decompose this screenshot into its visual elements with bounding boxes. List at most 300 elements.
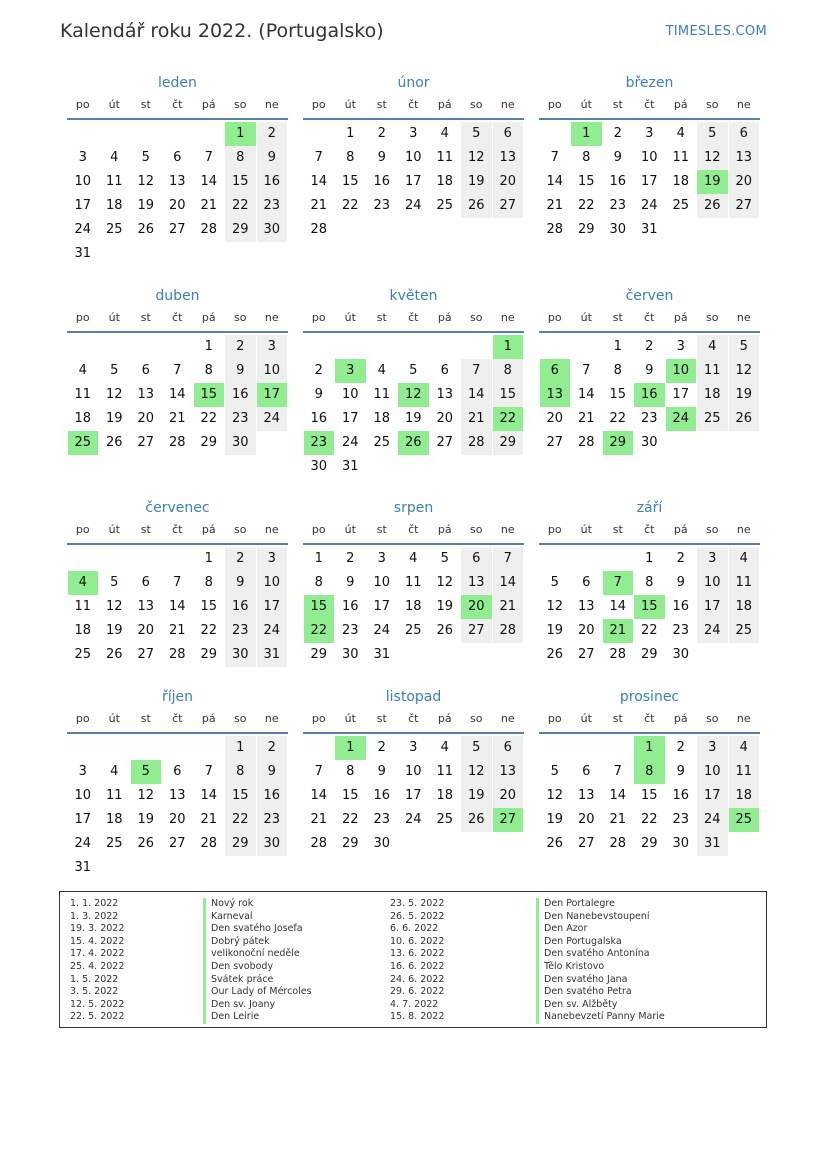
day-cell: 30	[225, 643, 256, 667]
day-cell: 28	[200, 836, 218, 851]
weekday-header	[303, 521, 524, 545]
weekday-label: so	[470, 311, 483, 324]
day-cell: 5	[110, 575, 119, 590]
day-cell: 28	[310, 222, 328, 237]
weekday-header	[303, 96, 524, 120]
weekday-label: čt	[644, 712, 655, 725]
weekday-label: po	[547, 98, 562, 111]
day-cell: 28	[609, 836, 627, 851]
day-cell: 27	[461, 619, 492, 643]
day-grid	[539, 736, 760, 856]
day-cell: 20	[729, 170, 760, 194]
day-cell: 25	[436, 812, 454, 827]
day-cell: 16	[373, 174, 391, 189]
day-cell: 16	[257, 170, 288, 194]
weekday-label: ne	[500, 712, 515, 725]
day-cell: 13	[577, 788, 595, 803]
day-cell: 25	[436, 198, 454, 213]
weekday-label: po	[75, 712, 90, 725]
weekday-label: út	[344, 98, 356, 111]
empty-cell	[194, 736, 225, 760]
holiday-day: 7	[603, 571, 634, 595]
day-grid	[303, 122, 524, 242]
day-cell: 10	[373, 575, 391, 590]
weekday-header	[539, 710, 760, 734]
day-cell: 7	[493, 547, 524, 571]
weekday-label: po	[75, 98, 90, 111]
day-cell: 11	[74, 599, 92, 614]
empty-cell	[162, 547, 193, 571]
weekday-label: pá	[201, 311, 216, 324]
day-cell: 12	[105, 599, 123, 614]
day-cell: 21	[577, 411, 595, 426]
day-cell: 6	[493, 736, 524, 760]
day-cell: 29	[341, 836, 359, 851]
day-cell: 23	[257, 808, 288, 832]
weekday-label: út	[580, 523, 592, 536]
weekday-label: po	[75, 523, 90, 536]
weekday-header	[303, 309, 524, 333]
day-cell: 11	[105, 174, 123, 189]
day-cell: 22	[577, 198, 595, 213]
empty-cell	[304, 736, 335, 760]
weekday-label: út	[108, 523, 120, 536]
empty-cell	[99, 122, 130, 146]
month-name: leden	[158, 75, 197, 91]
day-cell: 14	[168, 387, 186, 402]
weekday-label: ne	[500, 311, 515, 324]
month-block	[539, 498, 760, 667]
day-cell: 8	[204, 575, 213, 590]
holiday-name: Den Portalegre	[536, 898, 615, 911]
day-cell: 19	[546, 623, 564, 638]
weekday-label: út	[344, 523, 356, 536]
weekday-label: čt	[644, 523, 655, 536]
day-cell: 15	[640, 788, 658, 803]
day-cell: 9	[676, 575, 685, 590]
holiday-date: 22. 5. 2022	[70, 1011, 125, 1023]
day-cell: 10	[257, 571, 288, 595]
holiday-day: 10	[666, 359, 697, 383]
day-cell: 13	[577, 599, 595, 614]
weekday-label: st	[612, 523, 623, 536]
holiday-name: Den svatého Antonína	[536, 948, 650, 961]
day-cell: 6	[440, 363, 449, 378]
weekday-label: út	[108, 712, 120, 725]
holiday-name: Den sv. Alžběty	[536, 999, 617, 1012]
weekday-label: čt	[172, 712, 183, 725]
day-cell: 3	[78, 764, 87, 779]
empty-cell	[571, 547, 602, 571]
day-cell: 23	[225, 619, 256, 643]
day-cell: 23	[225, 407, 256, 431]
weekday-label: čt	[408, 98, 419, 111]
day-cell: 19	[105, 411, 123, 426]
day-grid	[67, 547, 288, 667]
day-cell: 22	[640, 623, 658, 638]
empty-cell	[131, 122, 162, 146]
month-block	[67, 498, 288, 667]
empty-cell	[194, 122, 225, 146]
holiday-name: Our Lady of Mércoles	[203, 986, 312, 999]
day-cell: 13	[168, 174, 186, 189]
holiday-day: 8	[634, 760, 665, 784]
day-cell: 20	[577, 812, 595, 827]
day-cell: 26	[546, 836, 564, 851]
day-cell: 22	[200, 623, 218, 638]
day-cell: 23	[257, 194, 288, 218]
holiday-day: 13	[540, 383, 571, 407]
day-cell: 22	[640, 812, 658, 827]
day-cell: 25	[672, 198, 690, 213]
weekday-label: po	[311, 523, 326, 536]
holiday-day: 6	[540, 359, 571, 383]
day-cell: 3	[409, 740, 418, 755]
day-cell: 30	[310, 459, 328, 474]
holiday-day: 27	[493, 808, 524, 832]
day-cell: 24	[640, 198, 658, 213]
holiday-date: 6. 6. 2022	[390, 923, 439, 935]
empty-cell	[367, 335, 398, 359]
day-cell: 8	[613, 363, 622, 378]
day-cell: 14	[461, 383, 492, 407]
day-cell: 25	[404, 623, 422, 638]
day-cell: 10	[404, 764, 422, 779]
day-cell: 23	[609, 198, 627, 213]
day-cell: 25	[74, 647, 92, 662]
weekday-label: čt	[408, 311, 419, 324]
weekday-label: st	[612, 98, 623, 111]
month-name: březen	[625, 75, 674, 91]
day-cell: 6	[582, 764, 591, 779]
day-grid	[303, 736, 524, 856]
day-cell: 29	[577, 222, 595, 237]
holiday-day: 19	[697, 170, 728, 194]
weekday-label: čt	[644, 311, 655, 324]
day-cell: 17	[697, 595, 728, 619]
day-cell: 21	[200, 198, 218, 213]
day-cell: 7	[461, 359, 492, 383]
weekday-label: čt	[408, 523, 419, 536]
day-cell: 20	[436, 411, 454, 426]
day-cell: 1	[204, 339, 213, 354]
empty-cell	[162, 122, 193, 146]
day-cell: 9	[225, 571, 256, 595]
day-grid	[67, 335, 288, 455]
day-cell: 11	[697, 359, 728, 383]
day-cell: 5	[409, 363, 418, 378]
day-cell: 11	[105, 788, 123, 803]
day-cell: 26	[729, 407, 760, 431]
empty-cell	[99, 547, 130, 571]
empty-cell	[162, 335, 193, 359]
day-cell: 9	[676, 764, 685, 779]
day-cell: 19	[546, 812, 564, 827]
day-cell: 21	[310, 198, 328, 213]
holiday-day: 20	[461, 595, 492, 619]
day-cell: 14	[310, 788, 328, 803]
day-cell: 29	[493, 431, 524, 455]
holiday-day: 1	[493, 335, 524, 359]
weekday-label: so	[470, 98, 483, 111]
day-cell: 27	[168, 222, 186, 237]
day-cell: 22	[341, 198, 359, 213]
day-cell: 24	[697, 619, 728, 643]
day-cell: 14	[200, 174, 218, 189]
day-cell: 26	[137, 836, 155, 851]
weekday-label: so	[470, 712, 483, 725]
holiday-date: 1. 5. 2022	[70, 973, 119, 985]
brand-link[interactable]: TIMESLES.COM	[665, 24, 767, 39]
weekday-label: st	[612, 712, 623, 725]
weekday-label: ne	[736, 712, 751, 725]
day-cell: 10	[341, 387, 359, 402]
empty-cell	[304, 335, 335, 359]
day-cell: 31	[74, 246, 92, 261]
day-cell: 10	[697, 571, 728, 595]
day-cell: 18	[105, 198, 123, 213]
holiday-day: 23	[304, 431, 335, 455]
day-cell: 20	[493, 170, 524, 194]
holiday-day: 29	[603, 431, 634, 455]
day-cell: 19	[461, 170, 492, 194]
day-cell: 9	[257, 760, 288, 784]
weekday-label: po	[75, 311, 90, 324]
day-cell: 23	[373, 198, 391, 213]
day-cell: 17	[341, 411, 359, 426]
day-grid	[303, 547, 524, 667]
day-cell: 27	[137, 647, 155, 662]
day-cell: 31	[640, 222, 658, 237]
holiday-day: 21	[603, 619, 634, 643]
day-cell: 1	[645, 551, 654, 566]
weekday-label: ne	[736, 523, 751, 536]
day-cell: 2	[676, 551, 685, 566]
holiday-date: 1. 1. 2022	[70, 898, 119, 909]
day-cell: 26	[461, 194, 492, 218]
day-cell: 28	[310, 836, 328, 851]
day-cell: 8	[645, 575, 654, 590]
weekday-header	[539, 521, 760, 545]
day-cell: 8	[346, 764, 355, 779]
day-cell: 11	[373, 387, 391, 402]
day-cell: 11	[436, 764, 454, 779]
weekday-label: st	[140, 712, 151, 725]
day-cell: 2	[377, 740, 386, 755]
day-cell: 18	[436, 788, 454, 803]
day-cell: 18	[404, 599, 422, 614]
day-cell: 4	[377, 363, 386, 378]
day-cell: 3	[257, 335, 288, 359]
day-cell: 13	[729, 146, 760, 170]
weekday-header	[67, 521, 288, 545]
day-cell: 18	[105, 812, 123, 827]
day-cell: 3	[409, 126, 418, 141]
day-cell: 30	[609, 222, 627, 237]
day-cell: 7	[173, 575, 182, 590]
holiday-day: 26	[398, 431, 429, 455]
day-cell: 12	[105, 387, 123, 402]
day-cell: 19	[461, 784, 492, 808]
holiday-name: Dobrý pátek	[203, 936, 270, 949]
day-cell: 8	[204, 363, 213, 378]
day-cell: 26	[697, 194, 728, 218]
day-cell: 2	[257, 736, 288, 760]
day-cell: 23	[640, 411, 658, 426]
weekday-label: út	[108, 311, 120, 324]
day-cell: 14	[200, 788, 218, 803]
day-cell: 27	[729, 194, 760, 218]
day-cell: 26	[105, 435, 123, 450]
day-cell: 25	[373, 435, 391, 450]
weekday-label: so	[234, 311, 247, 324]
day-cell: 7	[613, 764, 622, 779]
weekday-label: so	[706, 712, 719, 725]
day-cell: 31	[697, 832, 728, 856]
day-cell: 24	[257, 619, 288, 643]
weekday-label: po	[311, 712, 326, 725]
day-cell: 18	[729, 784, 760, 808]
weekday-label: pá	[437, 311, 452, 324]
day-cell: 16	[672, 599, 690, 614]
day-cell: 5	[697, 122, 728, 146]
day-cell: 30	[672, 836, 690, 851]
holiday-name: Tělo Kristovo	[536, 961, 604, 974]
month-block	[303, 286, 524, 479]
empty-cell	[461, 335, 492, 359]
day-cell: 5	[729, 335, 760, 359]
day-cell: 30	[225, 431, 256, 455]
day-cell: 6	[582, 575, 591, 590]
weekday-header	[539, 309, 760, 333]
day-cell: 31	[341, 459, 359, 474]
day-cell: 12	[137, 788, 155, 803]
holiday-day: 5	[131, 760, 162, 784]
month-name: červenec	[145, 500, 210, 516]
day-cell: 28	[609, 647, 627, 662]
holiday-date: 16. 6. 2022	[390, 961, 445, 972]
day-cell: 16	[609, 174, 627, 189]
weekday-label: ne	[264, 712, 279, 725]
day-cell: 21	[461, 407, 492, 431]
holiday-name: Svátek práce	[203, 974, 273, 987]
page-title: Kalendář roku 2022. (Portugalsko)	[60, 20, 384, 42]
day-cell: 9	[225, 359, 256, 383]
empty-cell	[131, 736, 162, 760]
day-cell: 4	[676, 126, 685, 141]
holiday-day: 25	[68, 431, 99, 455]
holiday-day: 15	[194, 383, 225, 407]
weekday-label: čt	[408, 712, 419, 725]
day-cell: 3	[676, 339, 685, 354]
holiday-day: 3	[335, 359, 366, 383]
day-cell: 5	[550, 575, 559, 590]
weekday-label: pá	[673, 98, 688, 111]
weekday-label: ne	[264, 311, 279, 324]
day-grid	[67, 122, 288, 266]
holiday-day: 22	[304, 619, 335, 643]
holiday-day: 12	[398, 383, 429, 407]
weekday-label: pá	[201, 98, 216, 111]
day-cell: 6	[173, 764, 182, 779]
day-grid	[539, 335, 760, 455]
day-cell: 13	[461, 571, 492, 595]
day-cell: 9	[257, 146, 288, 170]
holiday-name: Karneval	[203, 911, 253, 924]
holiday-day: 4	[68, 571, 99, 595]
empty-cell	[131, 335, 162, 359]
day-cell: 17	[697, 784, 728, 808]
empty-cell	[540, 547, 571, 571]
day-cell: 15	[577, 174, 595, 189]
weekday-label: so	[234, 98, 247, 111]
empty-cell	[304, 122, 335, 146]
day-cell: 29	[640, 647, 658, 662]
day-cell: 18	[74, 411, 92, 426]
weekday-label: čt	[172, 311, 183, 324]
day-cell: 27	[577, 836, 595, 851]
weekday-label: pá	[673, 712, 688, 725]
day-cell: 1	[613, 339, 622, 354]
empty-cell	[540, 335, 571, 359]
month-block	[67, 73, 288, 266]
month-block	[539, 286, 760, 455]
empty-cell	[335, 335, 366, 359]
day-cell: 3	[697, 736, 728, 760]
day-cell: 16	[341, 599, 359, 614]
holiday-name: Den Portugalska	[536, 936, 622, 949]
day-cell: 25	[697, 407, 728, 431]
day-cell: 13	[137, 387, 155, 402]
month-name: září	[636, 500, 663, 516]
day-cell: 4	[440, 126, 449, 141]
empty-cell	[398, 335, 429, 359]
weekday-label: st	[140, 523, 151, 536]
day-cell: 24	[404, 198, 422, 213]
day-cell: 18	[436, 174, 454, 189]
day-cell: 4	[409, 551, 418, 566]
day-grid	[539, 547, 760, 667]
day-cell: 11	[74, 387, 92, 402]
day-cell: 27	[137, 435, 155, 450]
day-cell: 18	[729, 595, 760, 619]
day-cell: 26	[105, 647, 123, 662]
day-cell: 6	[141, 363, 150, 378]
day-cell: 18	[74, 623, 92, 638]
holiday-day: 16	[634, 383, 665, 407]
empty-cell	[131, 547, 162, 571]
day-cell: 16	[257, 784, 288, 808]
holiday-day: 1	[335, 736, 366, 760]
day-cell: 17	[404, 174, 422, 189]
month-name: květen	[389, 288, 438, 304]
day-cell: 21	[310, 812, 328, 827]
day-cell: 30	[672, 647, 690, 662]
day-cell: 30	[373, 836, 391, 851]
day-cell: 7	[550, 150, 559, 165]
day-cell: 8	[225, 760, 256, 784]
empty-cell	[540, 122, 571, 146]
day-cell: 29	[200, 435, 218, 450]
day-cell: 10	[404, 150, 422, 165]
weekday-label: st	[376, 311, 387, 324]
weekday-label: st	[140, 98, 151, 111]
day-cell: 28	[546, 222, 564, 237]
month-name: červen	[625, 288, 674, 304]
holiday-name: Nanebevzetí Panny Marie	[536, 1011, 665, 1024]
holiday-name: Den Nanebevstoupení	[536, 911, 650, 924]
day-cell: 28	[168, 435, 186, 450]
